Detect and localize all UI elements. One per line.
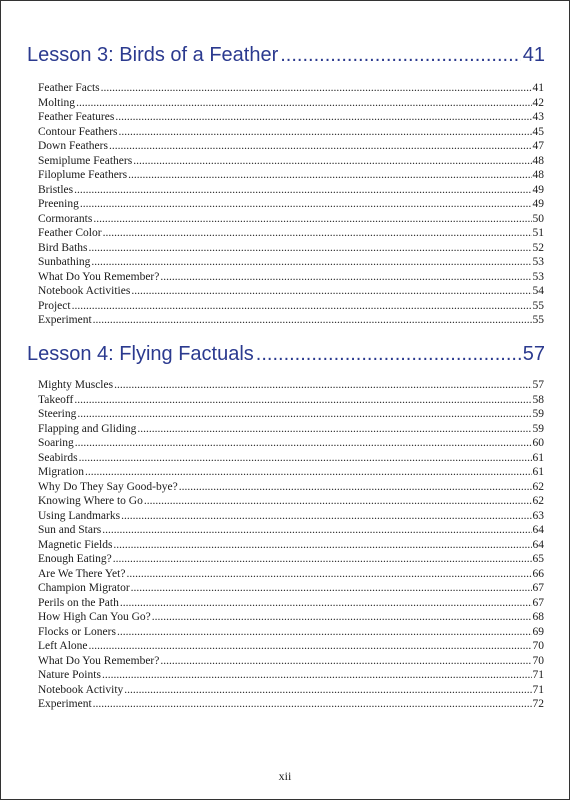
- entry-title: What Do You Remember?: [38, 270, 160, 283]
- toc-entry: [38, 226, 544, 240]
- dot-leader: [113, 552, 532, 566]
- dot-leader: [101, 81, 532, 95]
- entry-title: Feather Color: [38, 227, 102, 239]
- entry-page-number: 61: [532, 466, 544, 478]
- dot-leader: [102, 668, 532, 682]
- entry-title: Notebook Activities: [38, 285, 131, 297]
- entry-title: Using Landmarks: [38, 509, 121, 522]
- toc-entry: [38, 639, 544, 653]
- toc-entry: [38, 393, 544, 407]
- toc-entry: [38, 168, 544, 182]
- entry-page-number: 53: [532, 270, 544, 283]
- dot-leader: [76, 96, 531, 110]
- toc-entry: [38, 183, 544, 197]
- entry-page-number: 70: [532, 640, 544, 652]
- toc-entry: [38, 567, 544, 581]
- entry-title: Nature Points: [38, 669, 101, 681]
- entry-page-number: 64: [532, 538, 544, 551]
- toc-entry: [38, 378, 544, 392]
- entry-page-number: 43: [532, 111, 544, 123]
- toc-entry: [38, 552, 544, 566]
- entry-title: Preening: [38, 198, 79, 210]
- dot-leader: [128, 168, 531, 182]
- entry-page-number: 58: [532, 393, 544, 406]
- dot-leader: [72, 299, 532, 313]
- dot-leader: [102, 523, 531, 537]
- entry-page-number: 47: [532, 140, 544, 152]
- toc-entry: [38, 241, 544, 255]
- entry-page-number: 70: [532, 654, 544, 667]
- dot-leader: [152, 610, 532, 624]
- dot-leader: [131, 284, 531, 298]
- dot-leader: [124, 683, 531, 697]
- toc-entry: [38, 110, 544, 124]
- entry-title: Cormorants: [38, 212, 93, 225]
- entry-page-number: 66: [532, 567, 544, 580]
- entry-page-number: 59: [532, 422, 544, 435]
- dot-leader: [74, 183, 531, 197]
- entry-page-number: 69: [532, 625, 544, 638]
- entry-page-number: 53: [532, 256, 544, 268]
- dot-leader: [131, 581, 532, 595]
- toc-entry: [38, 197, 544, 211]
- entry-page-number: 59: [532, 408, 544, 420]
- toc-entry: [38, 255, 544, 269]
- dot-leader: [160, 270, 531, 284]
- entry-title: Flocks or Loners: [38, 625, 116, 638]
- dot-leader: [80, 197, 532, 211]
- dot-leader: [103, 226, 532, 240]
- toc-entry: [38, 683, 544, 697]
- entry-title: Why Do They Say Good-bye?: [38, 480, 178, 493]
- entry-page-number: 45: [532, 125, 544, 138]
- entry-page-number: 50: [532, 212, 544, 225]
- dot-leader: [126, 567, 531, 581]
- toc-entry: [38, 154, 544, 168]
- entry-title: Soaring: [38, 437, 74, 449]
- dot-leader: [137, 422, 531, 436]
- entry-page-number: 41: [532, 82, 544, 94]
- entry-page-number: 62: [532, 495, 544, 507]
- toc-entry: [38, 494, 544, 508]
- toc-entry: [38, 96, 544, 110]
- dot-leader: [93, 212, 531, 226]
- entry-title: Enough Eating?: [38, 553, 112, 565]
- entry-page-number: 62: [532, 480, 544, 493]
- entry-title: How High Can You Go?: [38, 611, 151, 623]
- entry-page-number: 67: [532, 596, 544, 609]
- entry-title: Sun and Stars: [38, 524, 102, 536]
- entry-title: Left Alone: [38, 640, 88, 652]
- dot-leader: [89, 639, 532, 653]
- entry-page-number: 48: [532, 154, 544, 167]
- entry-title: Experiment: [38, 314, 92, 326]
- toc-entry: [38, 610, 544, 624]
- entry-page-number: 55: [532, 299, 544, 312]
- toc-entry: [38, 212, 544, 226]
- dot-leader: [93, 697, 532, 711]
- entry-page-number: 61: [532, 451, 544, 464]
- entry-title: Knowing Where to Go: [38, 495, 143, 507]
- dot-leader: [114, 378, 531, 392]
- toc-entry: [38, 125, 544, 139]
- toc-entry: [38, 480, 544, 494]
- entry-page-number: 71: [532, 669, 544, 681]
- toc-entry: [38, 668, 544, 682]
- toc-entry: [38, 465, 544, 479]
- dot-leader: [256, 343, 521, 366]
- lesson-heading: [27, 343, 545, 366]
- dot-leader: [75, 436, 532, 450]
- dot-leader: [133, 154, 531, 168]
- toc-entry: [38, 523, 544, 537]
- lesson-page-number: 41: [522, 44, 545, 66]
- entry-page-number: 57: [532, 379, 544, 391]
- entry-page-number: 51: [532, 227, 544, 239]
- toc-entry: [38, 654, 544, 668]
- entry-page-number: 60: [532, 437, 544, 449]
- entry-page-number: 54: [532, 285, 544, 297]
- entry-title: Flapping and Gliding: [38, 422, 137, 435]
- toc-entry: [38, 284, 544, 298]
- dot-leader: [179, 480, 532, 494]
- entry-page-number: 64: [532, 524, 544, 536]
- toc-entry: [38, 697, 544, 711]
- toc-entry: [38, 436, 544, 450]
- entry-title: Seabirds: [38, 451, 78, 464]
- entry-page-number: 67: [532, 582, 544, 594]
- entry-title: Feather Features: [38, 111, 115, 123]
- entry-title: Semiplume Feathers: [38, 154, 133, 167]
- entry-page-number: 48: [532, 169, 544, 181]
- lesson-page-number: 57: [522, 343, 545, 365]
- page-number: xii: [278, 769, 292, 783]
- dot-leader: [160, 654, 531, 668]
- entry-title: Perils on the Path: [38, 596, 119, 609]
- toc-entry: [38, 407, 544, 421]
- entry-page-number: 71: [532, 683, 544, 696]
- entry-title: Bird Baths: [38, 241, 88, 254]
- dot-leader: [117, 625, 532, 639]
- entry-title: Migration: [38, 466, 84, 478]
- entry-page-number: 55: [532, 314, 544, 326]
- entry-page-number: 49: [532, 183, 544, 196]
- dot-leader: [119, 125, 532, 139]
- toc-entry: [38, 422, 544, 436]
- entry-title: Down Feathers: [38, 140, 108, 152]
- lesson-heading: [27, 44, 545, 67]
- lesson-title: Lesson 3: Birds of a Feather: [27, 44, 279, 66]
- lesson-title: Lesson 4: Flying Factuals: [27, 343, 254, 365]
- dot-leader: [113, 538, 531, 552]
- dot-leader: [93, 313, 532, 327]
- dot-leader: [144, 494, 532, 508]
- entry-title: Contour Feathers: [38, 125, 118, 138]
- entry-title: Sunbathing: [38, 256, 91, 268]
- entry-title: Champion Migrator: [38, 582, 130, 594]
- entry-title: Filoplume Feathers: [38, 169, 128, 181]
- entry-page-number: 65: [532, 553, 544, 565]
- toc-entry: [38, 81, 544, 95]
- entry-title: Notebook Activity: [38, 683, 124, 696]
- toc-entry: [38, 538, 544, 552]
- toc-entry: [38, 139, 544, 153]
- dot-leader: [115, 110, 531, 124]
- dot-leader: [120, 596, 532, 610]
- toc-entry: [38, 451, 544, 465]
- entry-title: Magnetic Fields: [38, 538, 113, 551]
- entry-title: Steering: [38, 408, 77, 420]
- entry-page-number: 72: [532, 698, 544, 710]
- entry-title: Bristles: [38, 183, 74, 196]
- dot-leader: [85, 465, 532, 479]
- dot-leader: [89, 241, 532, 255]
- entry-title: Project: [38, 299, 71, 312]
- dot-leader: [121, 509, 531, 523]
- toc-entry: [38, 299, 544, 313]
- entry-page-number: 52: [532, 241, 544, 254]
- entry-title: Are We There Yet?: [38, 567, 126, 580]
- dot-leader: [79, 451, 532, 465]
- dot-leader: [280, 44, 521, 67]
- entry-title: Takeoff: [38, 393, 74, 406]
- toc-entry: [38, 581, 544, 595]
- entry-title: Feather Facts: [38, 82, 100, 94]
- entry-page-number: 63: [532, 509, 544, 522]
- entry-title: Molting: [38, 96, 76, 109]
- dot-leader: [109, 139, 532, 153]
- entry-page-number: 42: [532, 96, 544, 109]
- toc-entry: [38, 313, 544, 327]
- dot-leader: [77, 407, 531, 421]
- toc-entry: [38, 596, 544, 610]
- toc-entry: [38, 509, 544, 523]
- toc-entry: [38, 625, 544, 639]
- toc-entry: [38, 270, 544, 284]
- entry-title: What Do You Remember?: [38, 654, 160, 667]
- entry-title: Experiment: [38, 698, 92, 710]
- dot-leader: [91, 255, 531, 269]
- entry-page-number: 68: [532, 611, 544, 623]
- entry-page-number: 49: [532, 198, 544, 210]
- entry-title: Mighty Muscles: [38, 379, 114, 391]
- dot-leader: [74, 393, 531, 407]
